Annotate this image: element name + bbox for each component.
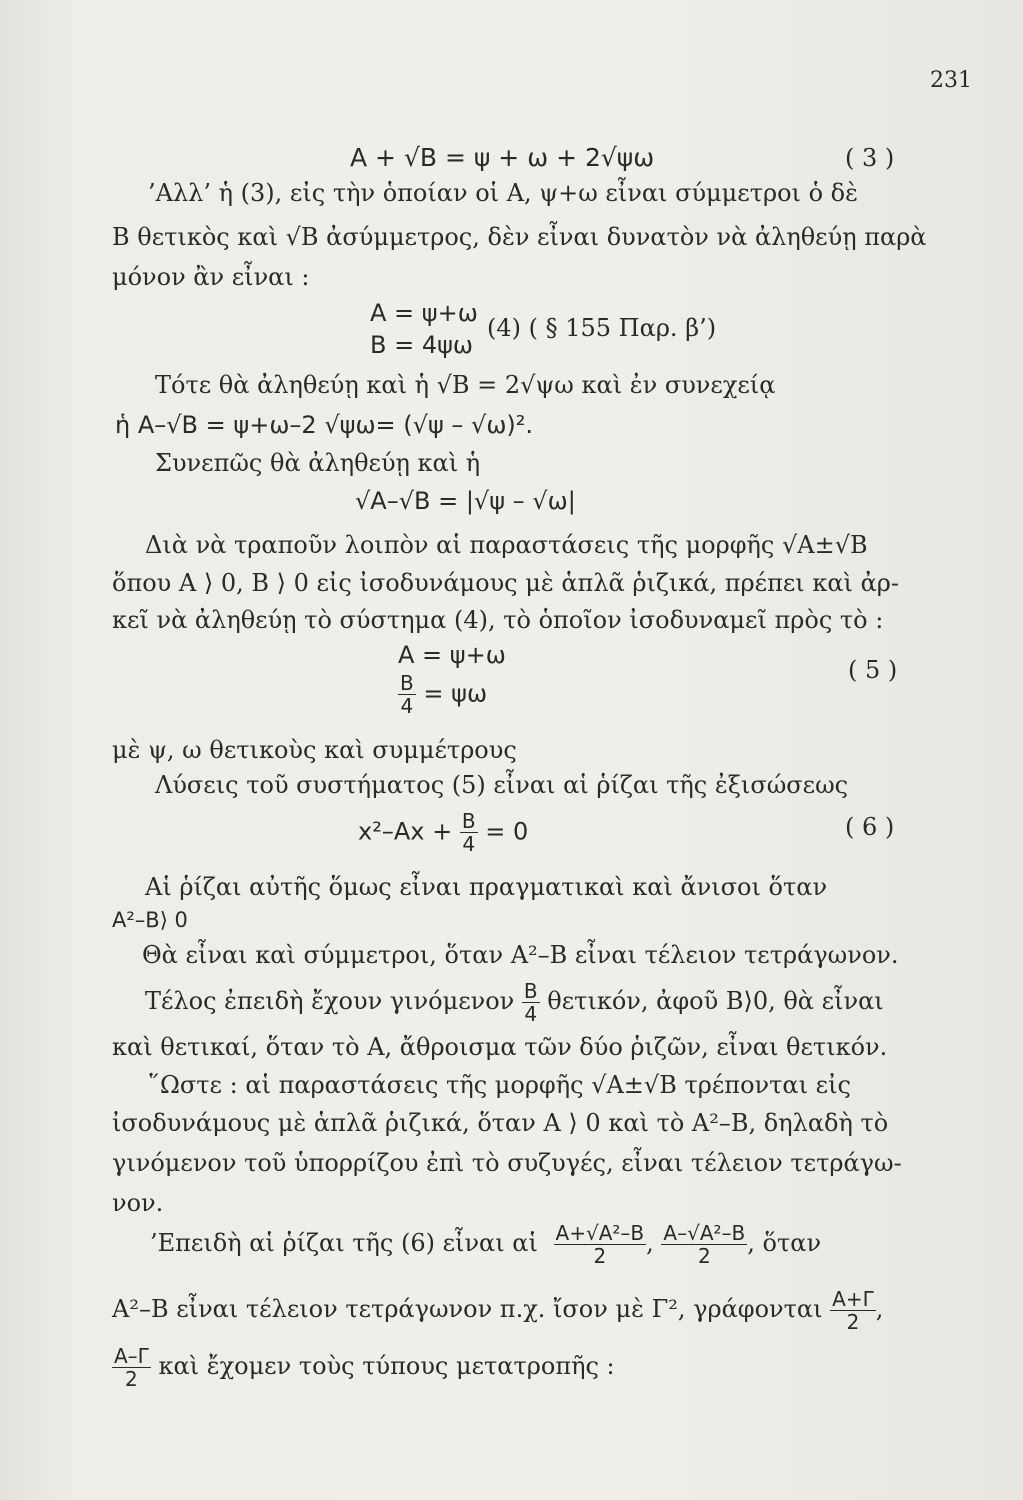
text-line: ’Επειδὴ αἱ ῥίζαι τῆς (6) εἶναι αἱ $\frac{\text{Α+√Α²–Β}}{2}$ , $\frac{\text{Α–√Α²–Β}}{2}$ , ὅταν [150, 1221, 822, 1268]
root-1-numerator: Α+√Α²–Β [555, 1221, 645, 1245]
product-numerator: Β [523, 979, 538, 1003]
root-2-denominator: 2 [697, 1244, 711, 1268]
product-text-start: Τέλος ἐπειδὴ ἔχουν γινόμενον [145, 987, 515, 1015]
text-line: ἡ Α–√Β = ψ+ω–2 √ψω= (√ψ – √ω)². [115, 411, 534, 439]
system-5-rhs: = ψω [423, 679, 488, 708]
equation-6-denominator: 4 [462, 832, 476, 856]
product-denominator: 4 [524, 1002, 538, 1026]
root-2-numerator: Α–√Α²–Β [663, 1221, 746, 1245]
text-line: Α²–Β⟩ 0 [112, 908, 188, 932]
text-line: Β θετικὸς καὶ √Β ἀσύμμετρος, δὲν εἶναι δυνατὸν νὰ ἀληθεύῃ παρὰ [112, 223, 927, 251]
fraction-a-plus-g-denominator: 2 [846, 1310, 860, 1334]
roots-text-start: ’Επειδὴ αἱ ῥίζαι τῆς (6) εἶναι αἱ [150, 1229, 538, 1257]
system-4-line-1: Α = ψ+ω [370, 299, 478, 327]
equation-6-numerator: Β [461, 809, 476, 833]
system-5-numerator: Β [400, 671, 414, 695]
text-line: ῞Ωστε : αἱ παραστάσεις τῆς μορφῆς √Α±√Β τρέπονται εἰς [148, 1071, 851, 1099]
text-line: ὅπου Α ⟩ 0, Β ⟩ 0 εἰς ἰσοδυνάμους μὲ ἁπλᾶ ῥιζικά, πρέπει καὶ ἀρ- [112, 569, 899, 597]
text-line: γινόμενον τοῦ ὑπορρίζου ἐπὶ τὸ συζυγές, εἶναι τέλειον τετράγω- [112, 1149, 902, 1177]
product-text-end: θετικόν, ἀφοῦ Β⟩0, θὰ εἶναι [547, 987, 884, 1015]
text-line: Τότε θὰ ἀληθεύῃ καὶ ἡ √Β = 2√ψω καὶ ἐν συνεχείᾳ [155, 371, 776, 399]
text-line: νον. [112, 1189, 164, 1217]
equation-6-lhs: x²–Αx + [358, 817, 453, 846]
text-line: καὶ θετικαί, ὅταν τὸ Α, ἄθροισμα τῶν δύο ῥιζῶν, εἶναι θετικόν. [112, 1033, 888, 1061]
equation-6-tag: ( 6 ) [845, 813, 895, 841]
equation-3-tag: ( 3 ) [845, 144, 895, 172]
fraction-a-minus-g-numerator: Α–Γ [114, 1344, 149, 1368]
page-number: 231 [930, 68, 972, 93]
equation-3: Α + √Β = ψ + ω + 2√ψω [350, 143, 655, 172]
fraction-a-minus-g-denominator: 2 [125, 1367, 138, 1391]
equation-6 [358, 810, 528, 855]
system-5-tag: ( 5 ) [848, 656, 898, 684]
text-line: Αἱ ῥίζαι αὐτῆς ὅμως εἶναι πραγματικαὶ καὶ ἄνισοι ὅταν [145, 873, 828, 901]
text-line: μὲ ψ, ω θετικοὺς καὶ συμμέτρους [112, 736, 517, 764]
roots-text-end: ὅταν [762, 1229, 822, 1257]
text-line: Συνεπῶς θὰ ἀληθεύῃ καὶ ἡ [155, 449, 481, 477]
text-line [145, 980, 884, 1025]
system-4-line-2: Β = 4ψω [370, 331, 474, 359]
system-4-tag: (4) ( § 155 Παρ. β’) [487, 314, 717, 342]
system-5-line-1: Α = ψ+ω [398, 641, 506, 669]
text-line: κεῖ νὰ ἀληθεύῃ τὸ σύστημα (4), τὸ ὁποῖον ἰσοδυναμεῖ πρὸς τὸ : [112, 606, 884, 634]
text-line: Θὰ εἶναι καὶ σύμμετροι, ὅταν Α²–Β εἶναι τέλειον τετράγωνον. [142, 941, 899, 969]
system-5-line-2 [398, 672, 487, 717]
root-1-denominator: 2 [593, 1244, 607, 1268]
perfect-square-text: Α²–Β εἶναι τέλειον τετράγωνον π.χ. ἴσον μὲ Γ², γράφονται [112, 1295, 823, 1323]
text-line: ἰσοδυνάμους μὲ ἁπλᾶ ῥιζικά, ὅταν Α ⟩ 0 καὶ τὸ Α²–Β, δηλαδὴ τὸ [112, 1109, 889, 1137]
text-line [112, 1345, 615, 1390]
formulas-text: καὶ ἔχομεν τοὺς τύπους μετατροπῆς : [158, 1352, 615, 1380]
text-line: Α²–Β εἶναι τέλειον τετράγωνον π.χ. ἴσον μὲ Γ², γράφονται $\frac{A+\Gamma}{2}$ , [112, 1287, 884, 1334]
system-5-denominator: 4 [400, 694, 414, 718]
text-line: μόνον ἂν εἶναι : [112, 263, 310, 291]
equation-absolute: √Α–√Β = |√ψ – √ω| [355, 487, 576, 515]
fraction-a-plus-g-numerator: Α+Γ [832, 1287, 874, 1311]
text-line: Διὰ νὰ τραποῦν λοιπὸν αἱ παραστάσεις τῆς μορφῆς √Α±√Β [145, 531, 868, 559]
text-line: Λύσεις τοῦ συστήματος (5) εἶναι αἱ ῥίζαι τῆς ἐξισώσεως [155, 771, 849, 799]
equation-6-rhs: = 0 [485, 817, 529, 846]
text-line: ’Αλλ’ ἡ (3), εἰς τὴν ὁποίαν οἱ Α, ψ+ω εἶναι σύμμετροι ὁ δὲ [148, 179, 858, 207]
